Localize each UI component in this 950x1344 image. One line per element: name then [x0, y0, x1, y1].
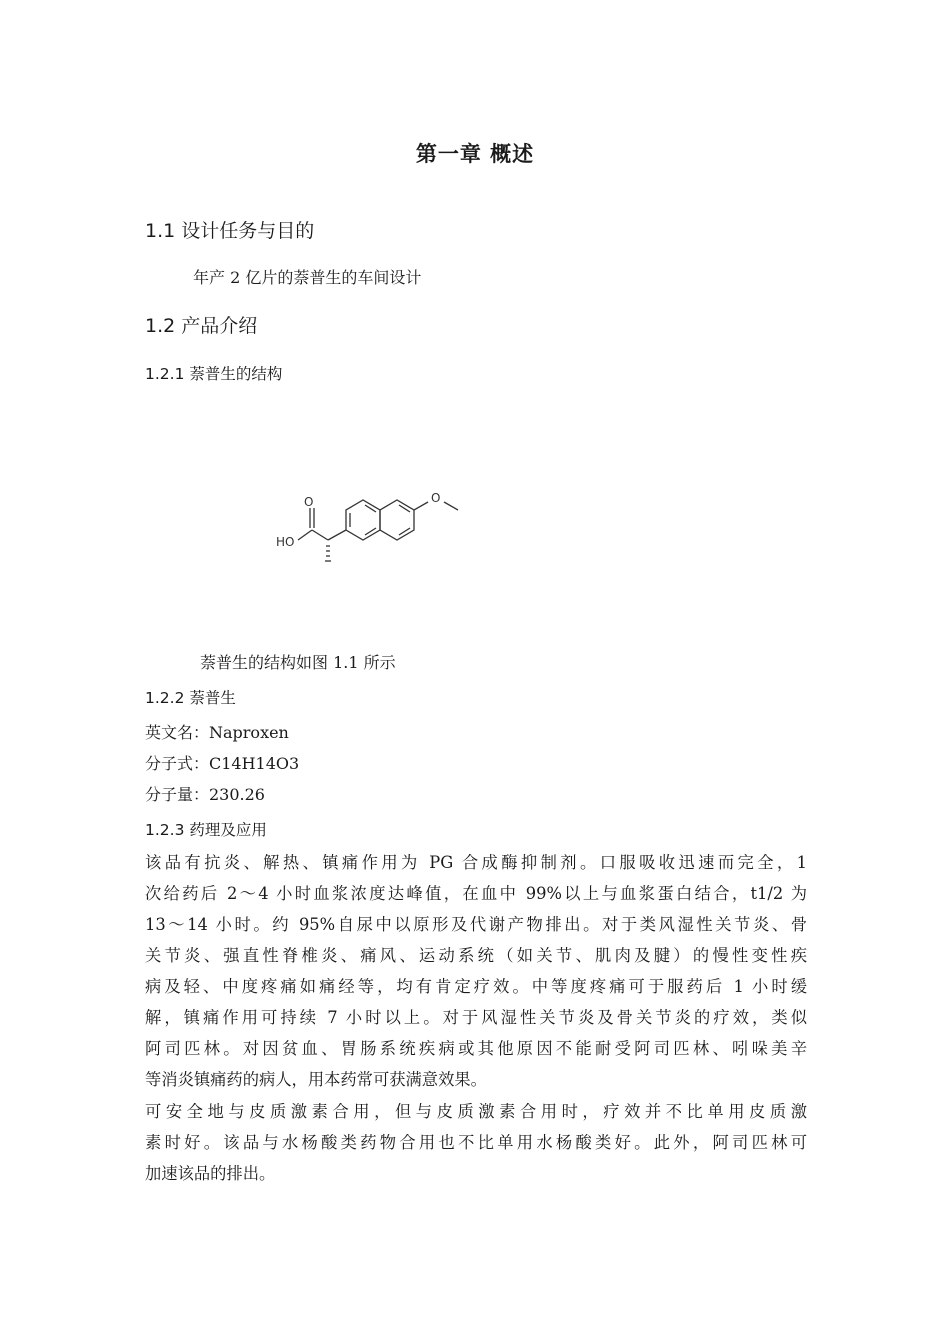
paragraph-line: 关节炎、强直性脊椎炎、痛风、运动系统（如关节、肌肉及腱）的慢性变性疾 [145, 946, 807, 965]
paragraph-line: 等消炎镇痛药的病人，用本药常可获满意效果。 [145, 1070, 487, 1089]
molecular-formula: 分子式：C14H14O3 [145, 754, 300, 773]
chapter-title: 第一章 概述 [415, 142, 535, 166]
paragraph-line: 13～14 小时。约 95%自尿中以原形及代谢产物排出。对于类风湿性关节炎、骨 [145, 915, 807, 934]
section-heading-1-2: 1.2 产品介绍 [145, 315, 258, 337]
figure-label-o-top: O [304, 495, 314, 509]
paragraph-line: 阿司匹林。对因贫血、胃肠系统疾病或其他原因不能耐受阿司匹林、吲哚美辛 [145, 1039, 807, 1058]
section-heading-1-2-2: 1.2.2 萘普生 [145, 689, 236, 707]
section-1-1-text: 年产 2 亿片的萘普生的车间设计 [193, 268, 422, 287]
paragraph-line: 加速该品的排出。 [145, 1164, 276, 1183]
pharmacology-paragraph-1 [145, 847, 807, 1095]
english-name: 英文名：Naproxen [145, 723, 289, 742]
molecular-weight: 分子量：230.26 [145, 785, 265, 804]
section-heading-1-2-1: 1.2.1 萘普生的结构 [145, 365, 283, 383]
figure-label-ho: HO [276, 535, 295, 549]
paragraph-line: 素时好。该品与水杨酸类药物合用也不比单用水杨酸类好。此外，阿司匹林可 [145, 1133, 807, 1152]
paragraph-line: 该品有抗炎、解热、镇痛作用为 PG 合成酶抑制剂。口服吸收迅速而完全，1 [145, 853, 807, 872]
pharmacology-paragraph-2 [145, 1096, 807, 1189]
section-heading-1-2-3: 1.2.3 药理及应用 [145, 821, 267, 839]
figure-caption: 萘普生的结构如图 1.1 所示 [200, 653, 396, 672]
paragraph-line: 解，镇痛作用可持续 7 小时以上。对于风湿性关节炎及骨关节炎的疗效，类似 [145, 1008, 807, 1027]
paragraph-line: 次给药后 2～4 小时血浆浓度达峰值，在血中 99%以上与血浆蛋白结合，t1/2 为 [145, 884, 807, 903]
section-heading-1-1: 1.1 设计任务与目的 [145, 220, 315, 242]
paragraph-line: 可安全地与皮质激素合用，但与皮质激素合用时，疗效并不比单用皮质激 [145, 1102, 807, 1121]
naproxen-structure-figure [268, 478, 478, 578]
figure-label-o-methoxy: O [431, 491, 441, 505]
paragraph-line: 病及轻、中度疼痛如痛经等，均有肯定疗效。中等度疼痛可于服药后 1 小时缓 [145, 977, 807, 996]
